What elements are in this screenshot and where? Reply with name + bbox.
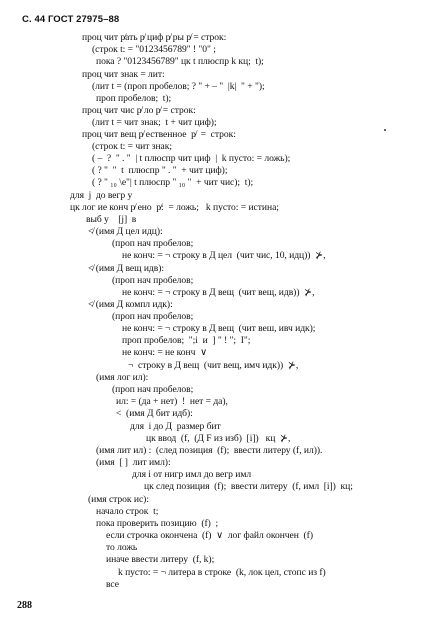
code-line: выб у [j] в	[86, 214, 137, 225]
code-line: (строк t: = "0123456789" ! "0" ;	[92, 44, 216, 55]
code-line: не конч: = ¬ строку в Д вещ (чит веш, ивч идк);	[122, 323, 316, 334]
code-line: проц чит вещ р̸ ественное р̸ = строк:	[82, 129, 236, 140]
code-line: ( ? " ₁₀ \e"| t плюспр " ₁₀ " + чит чис); t);	[92, 177, 254, 188]
page-header: С. 44 ГОСТ 27975–88	[22, 14, 120, 25]
code-line: (строк t: = чит знак;	[92, 141, 172, 152]
code-line: цк ввод (f, (Д F из изб) [i]) кц ⊁,	[146, 433, 291, 444]
code-line: не конч: = ¬ строку в Д цел (чит чис, 10, идц)) ⊁,	[122, 250, 326, 261]
code-line: ≮ (имя Д цел идц):	[88, 226, 163, 237]
code-line: не конч: = ¬ строку в Д вещ (чит вещ, идв)) ⊁,	[122, 287, 315, 298]
code-line: (проп нач пробелов;	[112, 311, 194, 322]
code-line: (проп нач пробелов;	[112, 238, 194, 249]
code-line: все	[106, 579, 119, 590]
code-line: ≮ (имя Д компл идк):	[88, 299, 173, 310]
code-line: (имя строк ис):	[88, 494, 149, 505]
code-line: проц чит р̸ать р̸ циф р̸ ры р̸ = строк:	[82, 32, 227, 43]
code-line: начало строк t;	[96, 506, 159, 517]
code-line: если строчка окончена (f) ∨ лог файл окончен (f)	[106, 530, 313, 541]
code-line: ил: = (да + нет) ! нет = да),	[116, 396, 228, 407]
code-line: иначе ввести литеру (f, k);	[106, 554, 215, 565]
code-line: (имя лог ил):	[96, 372, 149, 383]
code-line: проц чит знак = лит:	[82, 69, 165, 80]
page-number: 288	[17, 600, 32, 611]
code-line: k пусто: = ¬ литера в строке (k, лок цел, стопс из f)	[118, 567, 326, 578]
code-line: для i до Д размер бит	[130, 421, 221, 432]
code-line: (лит t = (проп пробелов; ? " + – " |k| " + ");	[92, 81, 265, 92]
code-line: пока ? "0123456789" цк t плюспр k кц; t);	[96, 56, 264, 67]
code-line: (имя [ ] лит имл):	[96, 457, 171, 468]
code-line: цк след позиция (f); ввести литеру (f, имл [i]) кц;	[144, 481, 353, 492]
code-line: пока проверить позицию (f) ;	[96, 518, 219, 529]
code-line: (лит t = чит знак; t + чит циф);	[92, 117, 217, 128]
code-line: (проп нач пробелов;	[112, 275, 194, 286]
code-line: для i от нигр имл до вегр имл	[132, 469, 252, 480]
code-line: не конч: = не конч ∨	[122, 347, 208, 358]
code-line: ≮ (имя Д вещ идв):	[88, 263, 164, 274]
scan-speck	[384, 129, 386, 131]
code-line: для j до вегр у	[70, 190, 133, 201]
code-line: проц чит чис р̸ ло р̸ = строк:	[82, 105, 196, 116]
code-line: < (имя Д бит идб):	[116, 408, 193, 419]
code-line: ¬ строку в Д вещ (чит вещ, имч идк)) ⊁,	[128, 360, 299, 371]
code-line: цк лог ие конч р̸ ено р̸: = ложь; k пусто: = истина;	[70, 202, 279, 213]
code-line: проп пробелов; t);	[96, 93, 172, 104]
code-line: проп пробелов; ";i и ] " ! "; I";	[122, 335, 251, 346]
code-line: (имя лит ил) : (след позиция (f); ввести литеру (f, ил)).	[96, 445, 323, 456]
code-line: ( ? " " t плюспр " . " + чит циф);	[92, 165, 228, 176]
code-line: то ложь	[106, 542, 138, 553]
code-line: ( – ? " . " | t плюспр чит циф | k пусто: = ложь);	[92, 153, 291, 164]
code-line: (проп нач пробелов;	[112, 384, 194, 395]
